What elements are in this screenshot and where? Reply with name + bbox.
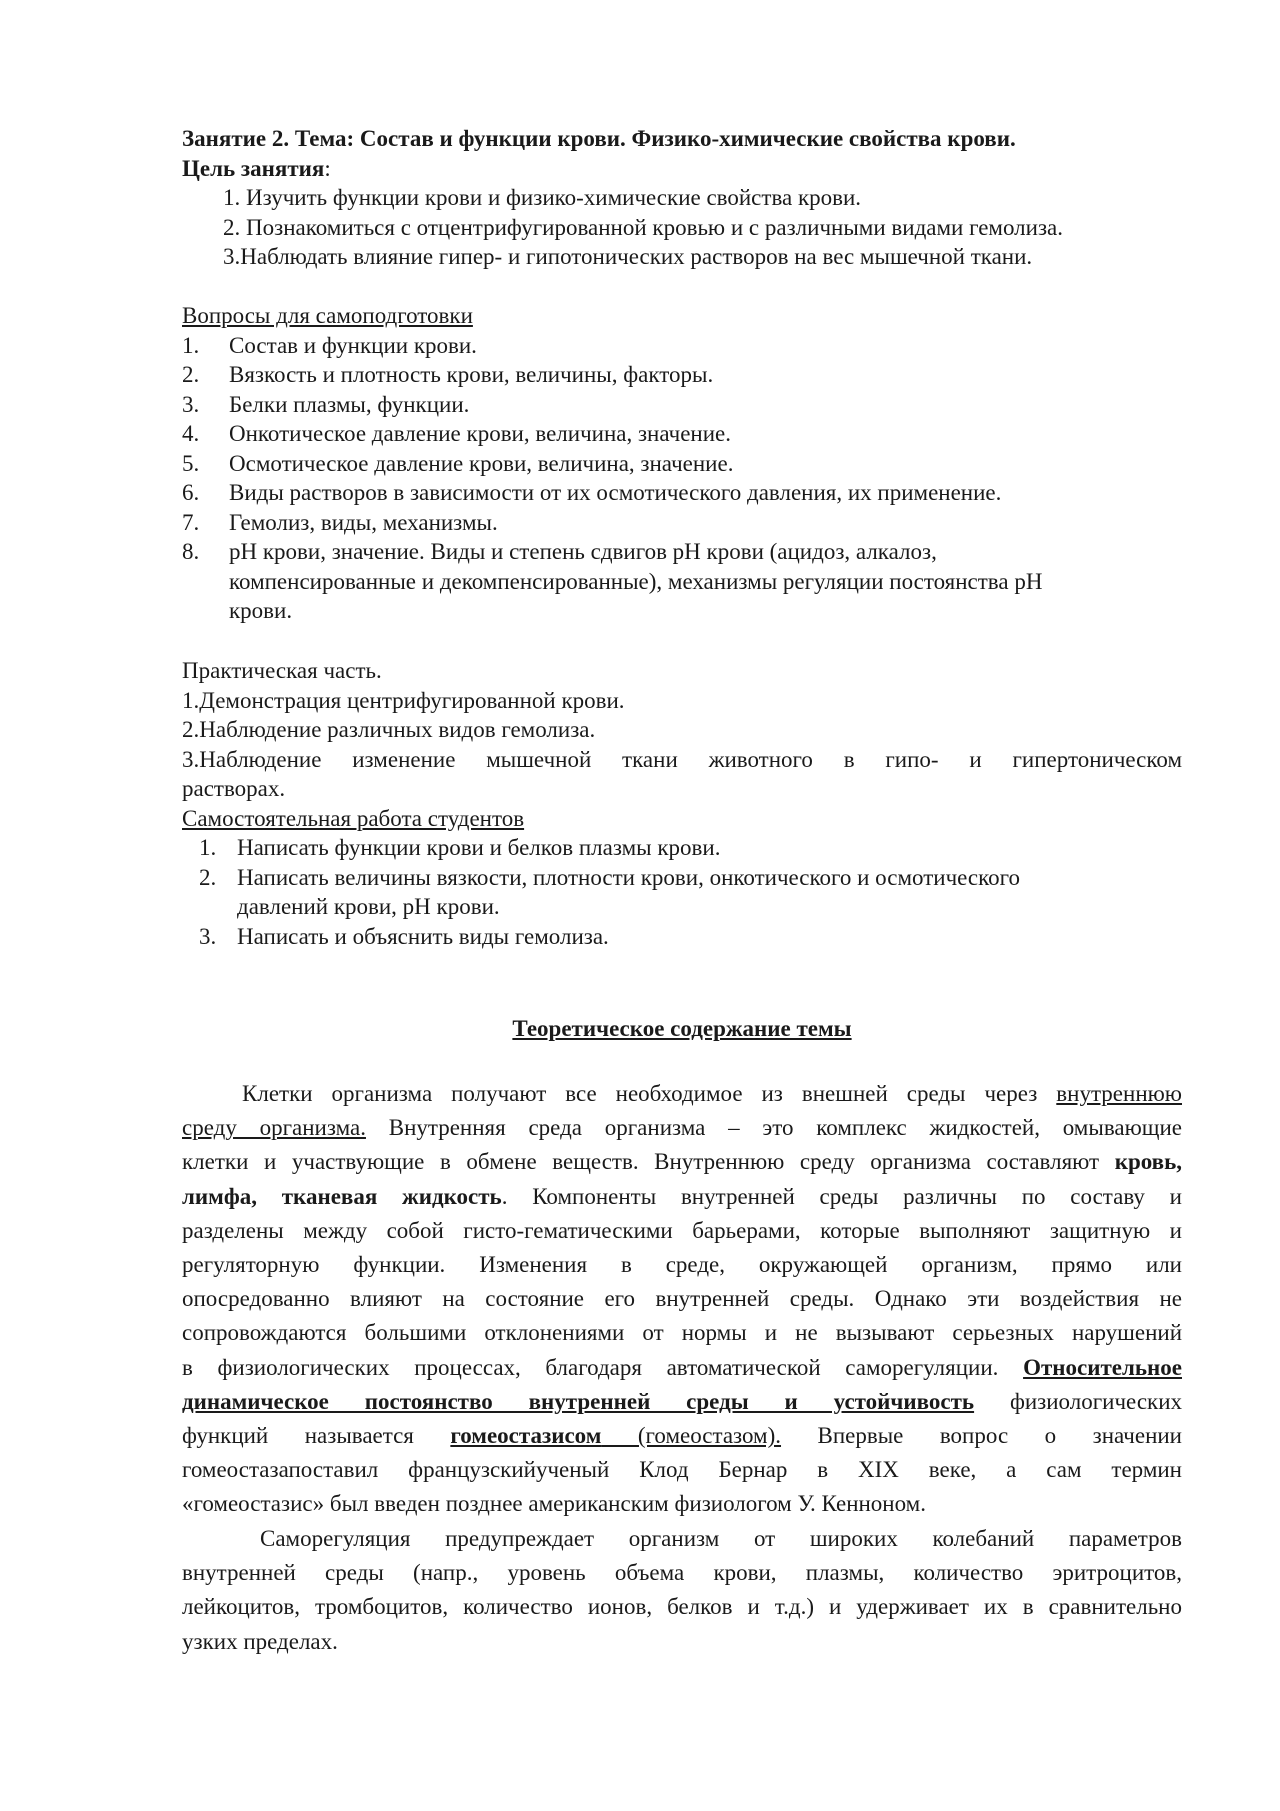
independent-number: 2. (199, 864, 217, 890)
goal-label: Цель занятия (182, 155, 325, 181)
practical-heading: Практическая часть. (182, 658, 382, 683)
question-number: 8. (182, 539, 200, 564)
practical-item-3-line-1: 3.Наблюдение изменение мышечной ткани животного в гипо- и гипертоническом (182, 746, 1182, 772)
p1-line: сопровождаются большими отклонениями от нормы и не вызывают серьезных нарушений (182, 1320, 1182, 1346)
goal-item-3: 3.Наблюдать влияние гипер- и гипотонических растворов на вес мышечной ткани. (223, 244, 1033, 269)
p1-text: Впервые вопрос о значении (781, 1423, 1182, 1449)
p1-underlined: (гомеостазом). (601, 1423, 782, 1449)
practical-block (182, 656, 1182, 951)
question-item-8-continuation: крови. (229, 598, 293, 623)
question-number: 6. (182, 480, 200, 505)
p2-line: узких пределах. (182, 1628, 338, 1654)
p1-text: клетки и участвующие в обмене веществ. Внутреннюю среду организма составляют (182, 1149, 1115, 1175)
question-text: Вязкость и плотность крови, величины, факторы. (229, 362, 714, 387)
question-item (182, 390, 1182, 420)
practical-item-3-line-2: растворах. (182, 776, 286, 801)
theory-paragraph-2 (182, 1522, 1182, 1659)
theory-heading-wrap (182, 1014, 1182, 1044)
question-number: 5. (182, 450, 200, 476)
question-number: 1. (182, 332, 200, 358)
p1-underlined: внутреннюю (1056, 1081, 1182, 1106)
p1-bold-underlined: гомеостазисом (450, 1423, 602, 1449)
p1-line (182, 1351, 1182, 1385)
question-number: 7. (182, 509, 200, 535)
p1-bold-underlined: динамическое постоянство внутренней среды и устойчивость (182, 1388, 975, 1414)
theory-paragraph-1 (182, 1077, 1182, 1522)
independent-text: Написать функции крови и белков плазмы крови. (237, 835, 721, 860)
independent-item (199, 922, 1182, 952)
p1-text: функций называется (182, 1423, 451, 1449)
p1-underlined: среду организма. (182, 1115, 366, 1141)
question-number: 3. (182, 391, 200, 417)
p1-text: Клетки организма получают все необходимое из внешней среды через (242, 1081, 1057, 1106)
independent-text: Написать и объяснить виды гемолиза. (237, 923, 609, 949)
question-item (182, 360, 1182, 390)
p1-line (182, 1419, 1182, 1453)
question-text: pH крови, значение. Виды и степень сдвигов pH крови (ацидоз, алкалоз, (229, 539, 937, 564)
question-item (182, 537, 1182, 567)
question-item (182, 508, 1182, 538)
independent-text: Написать величины вязкости, плотности крови, онкотического и осмотического (237, 864, 1020, 890)
question-item (182, 331, 1182, 361)
p1-text: Внутренняя среда организма – это комплекс жидкостей, омывающие (365, 1115, 1182, 1141)
p1-line (182, 1385, 1182, 1419)
p1-text: физиологических (974, 1388, 1183, 1414)
p1-bold-underlined: Относительное (1023, 1354, 1182, 1380)
independent-item (199, 863, 1182, 893)
question-item (182, 478, 1182, 508)
independent-list (182, 833, 1182, 951)
p1-bold: лимфа, тканевая жидкость (182, 1183, 502, 1209)
p2-line: внутренней среды (напр., уровень объема крови, плазмы, количество эритроцитов, (182, 1560, 1182, 1586)
p1-line (182, 1180, 1182, 1214)
p1-line: регуляторную функции. Изменения в среде, окружающей организм, прямо или (182, 1252, 1182, 1278)
theory-heading: Теоретическое содержание темы (512, 1016, 852, 1041)
header-block (182, 124, 1182, 272)
p1-line: опосредованно влияют на состояние его внутренней среды. Однако эти воздействия не (182, 1286, 1182, 1312)
practical-item-1: 1.Демонстрация центрифугированной крови. (182, 687, 625, 713)
questions-heading: Вопросы для самоподготовки (182, 303, 473, 328)
p1-line (182, 1145, 1182, 1179)
goal-label-line (182, 154, 1182, 184)
p2-line: лейкоцитов, тромбоцитов, количество ионов, белков и т.д.) и удерживает их в сравнительно (182, 1594, 1182, 1620)
independent-heading: Самостоятельная работа студентов (182, 805, 525, 831)
question-text: Гемолиз, виды, механизмы. (229, 509, 498, 535)
goal-colon: : (324, 155, 331, 181)
question-number: 4. (182, 421, 200, 446)
p1-line: «гомеостазис» был введен позднее американским физиологом У. Кенноном. (182, 1491, 926, 1517)
p1-bold: кровь, (1114, 1149, 1182, 1175)
independent-number: 1. (199, 835, 217, 860)
independent-number: 3. (199, 923, 217, 949)
p2-line: Саморегуляция предупреждает организм от широких колебаний параметров (260, 1526, 1182, 1551)
p1-text: в физиологических процессах, благодаря автоматической саморегуляции. (182, 1354, 1024, 1380)
question-text: Состав и функции крови. (229, 332, 477, 358)
questions-block (182, 301, 1182, 626)
question-text: Онкотическое давление крови, величина, значение. (229, 421, 732, 446)
question-item-8-continuation: компенсированные и декомпенсированные), механизмы регуляции постоянства pH (229, 568, 1043, 594)
practical-item-2: 2.Наблюдение различных видов гемолиза. (182, 717, 596, 742)
practical-item-3 (182, 745, 1182, 804)
p1-line (182, 1111, 1182, 1145)
goal-item-2: 2. Познакомиться с отцентрифугированной кровью и с различными видами гемолиза. (223, 214, 1064, 240)
lesson-title: Занятие 2. Тема: Состав и функции крови. Физико-химические свойства крови. (182, 126, 1016, 151)
question-text: Виды растворов в зависимости от их осмотического давления, их применение. (229, 480, 1002, 505)
question-number: 2. (182, 362, 200, 387)
question-text: Осмотическое давление крови, величина, значение. (229, 450, 734, 476)
p1-line: разделены между собой гисто-гематическими барьерами, которые выполняют защитную и (182, 1217, 1182, 1243)
p1-text: . Компоненты внутренней среды различны по составу и (501, 1183, 1182, 1209)
question-text: Белки плазмы, функции. (229, 391, 470, 417)
goal-item-1: 1. Изучить функции крови и физико-химические свойства крови. (223, 185, 862, 210)
p1-line (182, 1077, 1182, 1111)
p1-line: гомеостазапоставил французскийученый Клод Бернар в XIX веке, а сам термин (182, 1457, 1182, 1483)
question-item (182, 449, 1182, 479)
independent-item-2-continuation: давлений крови, pH крови. (237, 894, 500, 919)
independent-item (199, 833, 1182, 863)
question-item (182, 419, 1182, 449)
